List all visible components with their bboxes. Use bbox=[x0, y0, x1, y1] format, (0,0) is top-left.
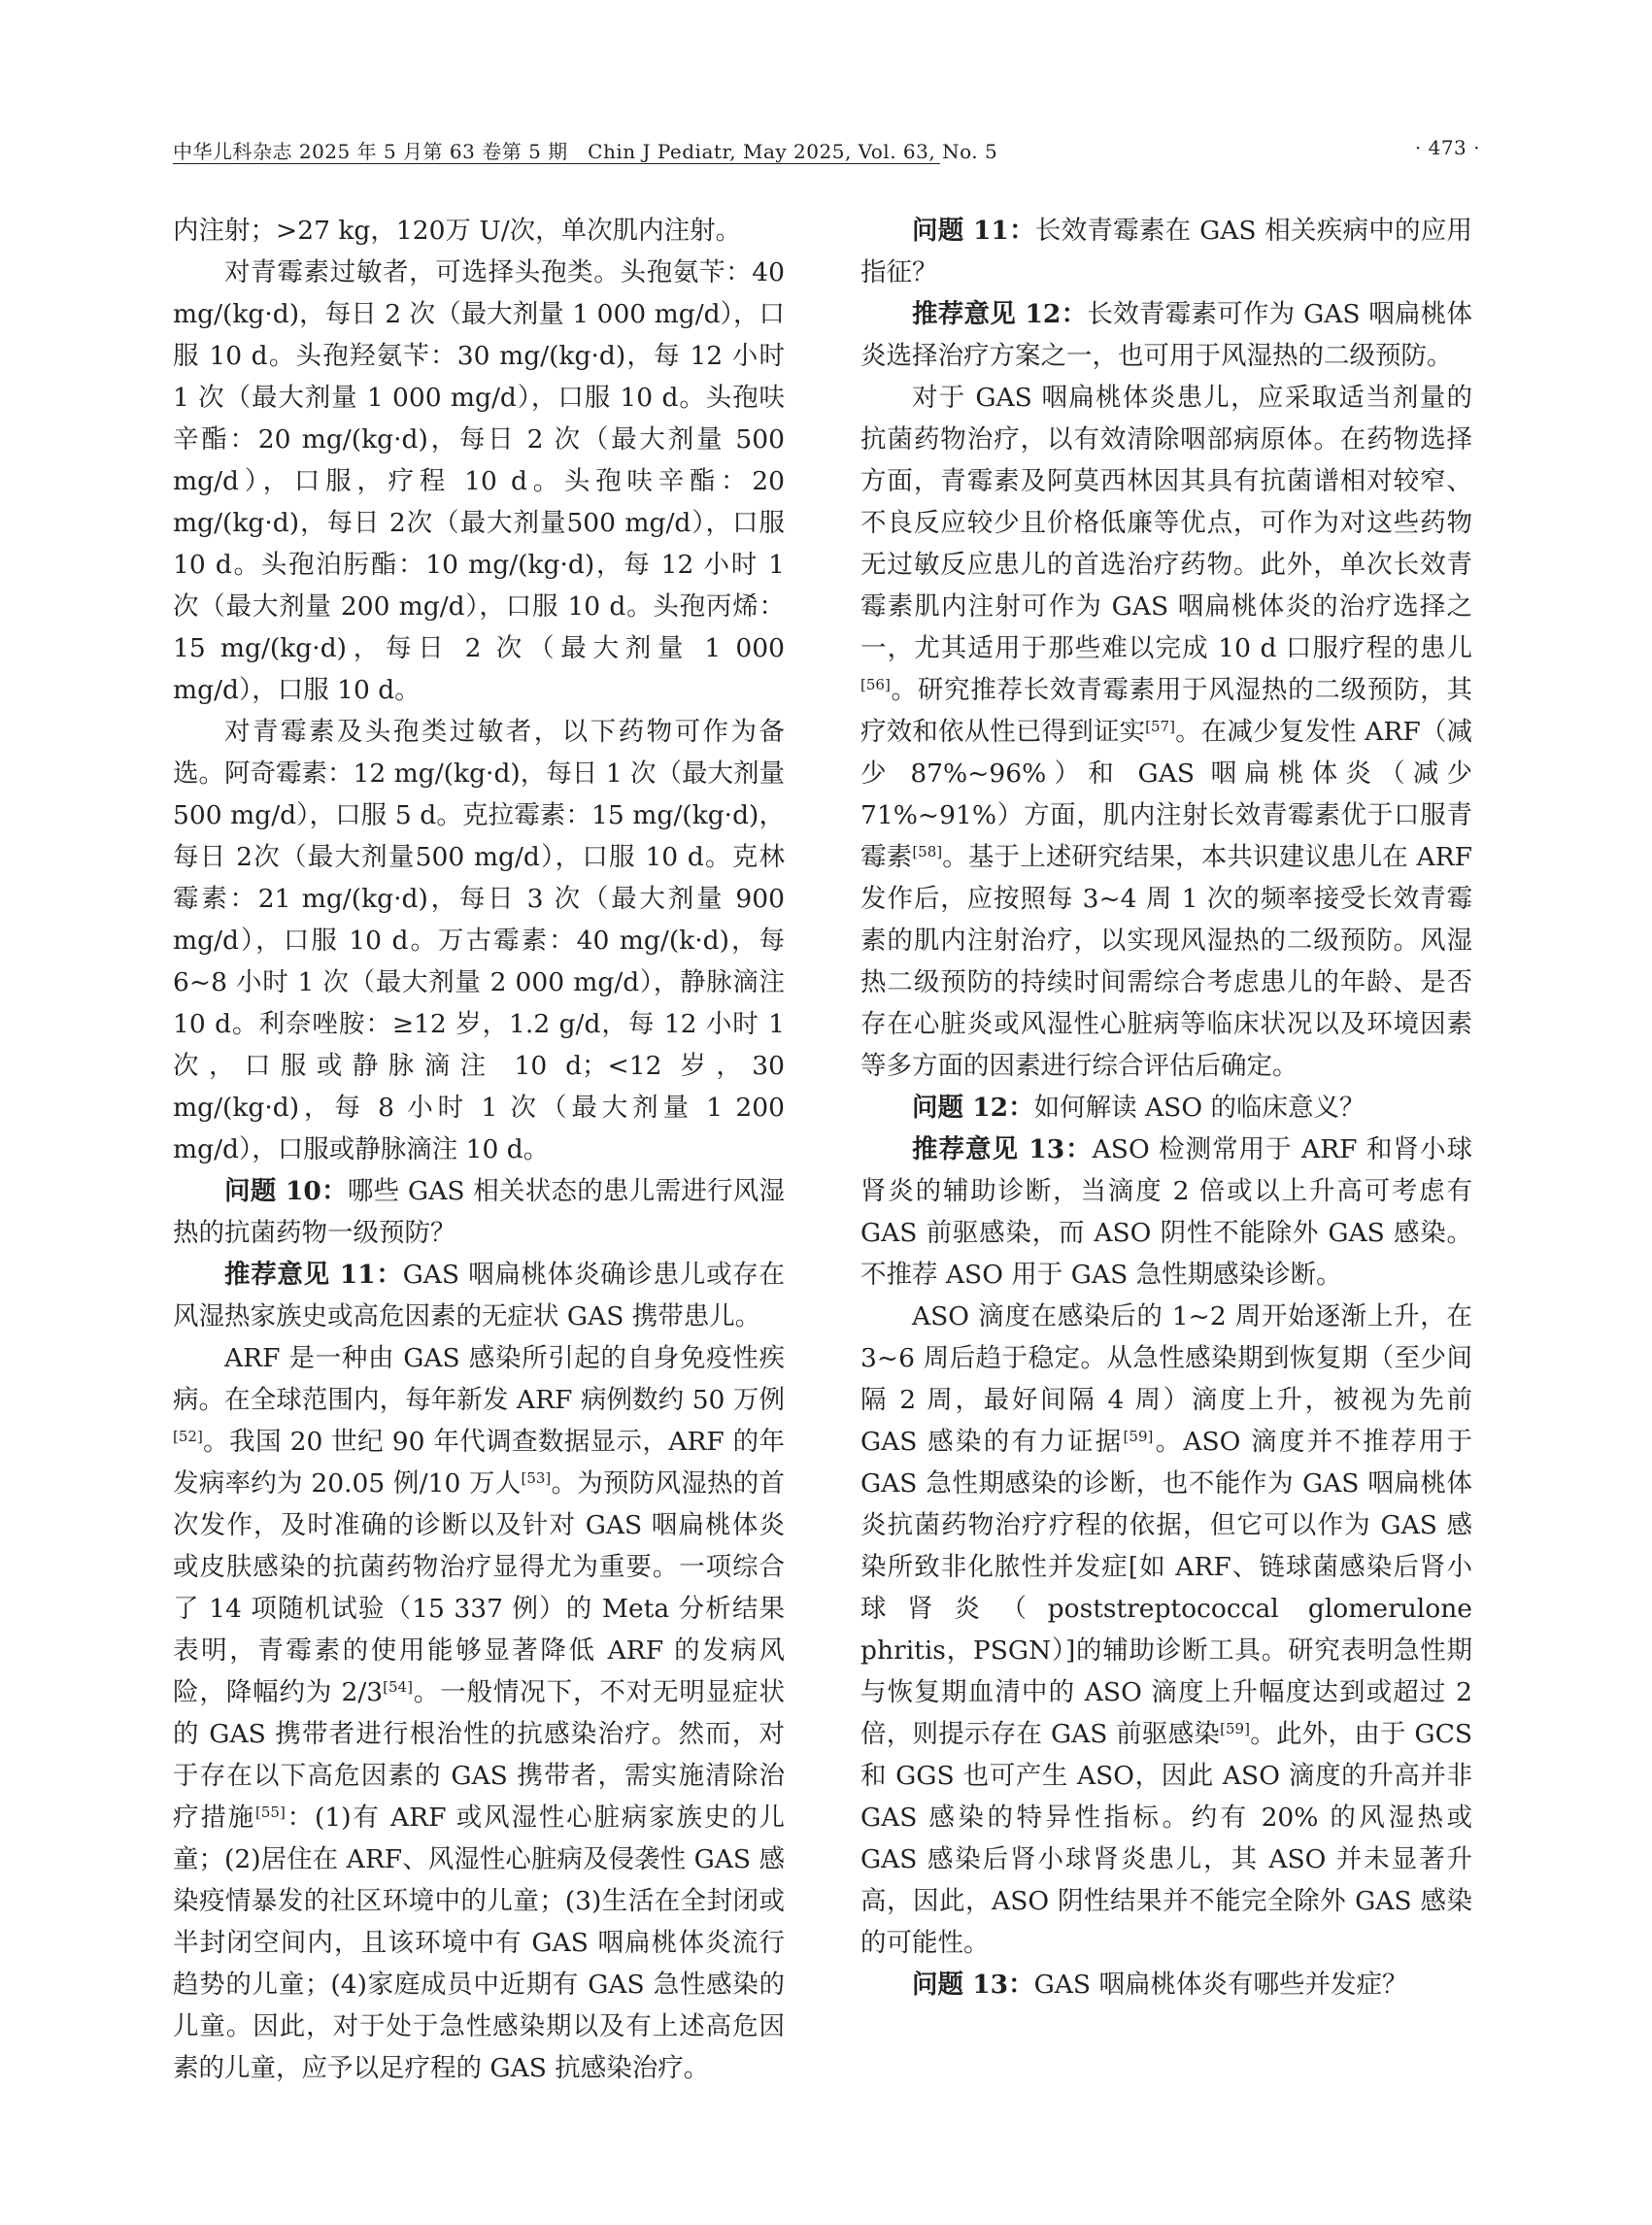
citation: [59] bbox=[1123, 1428, 1154, 1445]
citation: [57] bbox=[1145, 718, 1175, 735]
citation: [54] bbox=[383, 1678, 413, 1696]
recommendation-text: ASO 检测常用于 ARF 和肾小球肾炎的辅助诊断，当滴度 2 倍或以上升高可考虑有 GAS 前驱感染，而 ASO 阴性不能除外 GAS 感染。不推荐 ASO 用于 GAS 急性期感染诊断。 bbox=[860, 1134, 1472, 1290]
recommendation-label: 推荐意见 11： bbox=[224, 1260, 403, 1290]
text-run: 。基于上述研究结果，本共识建议患儿在 ARF 发作后，应按照每 3~4 周 1 次的频率接受长效青霉素的肌内注射治疗，以实现风湿热的二级预防。风湿热二级预防的持续时间需综合考虑患儿的年龄、是否存在心脏炎或风湿性心脏病等临床状况以及环境因素等多方面的因素进行综合评估后确定。 bbox=[860, 842, 1473, 1081]
paragraph bbox=[860, 377, 1472, 1087]
question-text: 长效青霉素在 GAS 相关疾病中的应用指征？ bbox=[860, 216, 1472, 287]
recommendation-text: 长效青霉素可作为 GAS 咽扁桃体炎选择治疗方案之一，也可用于风湿热的二级预防。 bbox=[860, 299, 1472, 371]
recommendation-text: GAS 咽扁桃体炎确诊患儿或存在风湿热家族史或高危因素的无症状 GAS 携带患儿。 bbox=[173, 1260, 785, 1332]
running-header bbox=[173, 132, 1480, 167]
question-12 bbox=[860, 1087, 1472, 1129]
recommendation-label: 推荐意见 13： bbox=[912, 1134, 1093, 1164]
header-rule bbox=[173, 163, 940, 164]
question-text: 哪些 GAS 相关状态的患儿需进行风湿热的抗菌药物一级预防？ bbox=[173, 1176, 785, 1248]
recommendation-12 bbox=[860, 293, 1472, 377]
citation: [56] bbox=[860, 676, 891, 693]
question-label: 问题 11： bbox=[912, 216, 1035, 246]
paragraph: 对青霉素及头孢类过敏者，以下药物可作为备选。阿奇霉素：12 mg/(kg·d)，每日 1 次（最大剂量 500 mg/d），口服 5 d。克拉霉素：15 mg/(kg·d)，每日 2次（最大剂量500 mg/d），口服 10 d。克林霉素：21 mg/(kg·d)，每日 3 次（最大剂量 900 mg/d），口服 10 d。万古霉素：40 mg/(k·d)，每 6~8 小时 1 次（最大剂量 2 000 mg/d），静脉滴注 10 d。利奈唑胺：≥12 岁，1.2 g/d，每 12 小时 1 次，口服或静脉滴注 10 d；<12 岁，30 mg/(kg·d)，每 8 小时 1 次（最大剂量 1 200 mg/d），口服或静脉滴注 10 d。 bbox=[173, 717, 785, 1164]
paragraph: 对青霉素过敏者，可选择头孢类。头孢氨苄：40 mg/(kg·d)，每日 2 次（最大剂量 1 000 mg/d），口服 10 d。头孢羟氨苄：30 mg/(kg·d)，每 12 小时 1 次（最大剂量 1 000 mg/d），口服 10 d。头孢呋辛酯：20 mg/(kg·d)，每日 2 次（最大剂量 500 mg/d），口服，疗程 10 d。头孢呋辛酯：20 mg/(kg·d)，每日 2次（最大剂量500 mg/d），口服 10 d。头孢泊肟酯：10 mg/(kg·d)，每 12 小时 1 次（最大剂量 200 mg/d），口服 10 d。头孢丙烯：15 mg/(kg·d)，每日 2 次（最大剂量 1 000 mg/d），口服 10 d。 bbox=[173, 257, 785, 705]
citation: [52] bbox=[173, 1428, 203, 1445]
text-run: 。我国 20 世纪 90 年代调查数据显示，ARF 的年发病率约为 20.05 例/10 万人 bbox=[173, 1427, 785, 1499]
recommendation-11 bbox=[173, 1254, 785, 1337]
text-run: 对于 GAS 咽扁桃体炎患儿，应采取适当剂量的抗菌药物治疗，以有效清除咽部病原体。在药物选择方面，青霉素及阿莫西林因其具有抗菌谱相对较窄、不良反应较少且价格低廉等优点，可作为对这些药物无过敏反应患儿的首选治疗药物。此外，单次长效青霉素肌内注射可作为 GAS 咽扁桃体炎的治疗选择之一，尤其适用于那些难以完成 10 d 口服疗程的患儿 bbox=[860, 383, 1472, 663]
right-column bbox=[860, 210, 1472, 2006]
text-run: 。在减少复发性 ARF（减少 87%~96%）和 GAS 咽扁桃体炎（减少 71%~91%）方面，肌内注射长效青霉素优于口服青霉素 bbox=[860, 717, 1473, 872]
text-run: ：(1)有 ARF 或风湿性心脏病家族史的儿童；(2)居住在 ARF、风湿性心脏病及侵袭性 GAS 感染疫情暴发的社区环境中的儿童；(3)生活在全封闭或半封闭空间内，且该环境中有 GAS 咽扁桃体炎流行趋势的儿童；(4)家庭成员中近期有 GAS 急性感染的儿童。因此，对于处于急性感染期以及有上述高危因素的儿童，应予以足疗程的 GAS 抗感染治疗。 bbox=[173, 1803, 785, 2083]
citation: [58] bbox=[912, 843, 943, 860]
citation: [59] bbox=[1220, 1720, 1250, 1737]
citation: [55] bbox=[255, 1804, 286, 1821]
text-run: 。此外，由于 GCS 和 GGS 也可产生 ASO，因此 ASO 滴度的升高并非 GAS 感染的特异性指标。约有 20% 的风湿热或 GAS 感染后肾小球肾炎患儿，其 ASO 并未显著升高，因此，ASO 阴性结果并不能完全除外 GAS 感染的可能性。 bbox=[860, 1719, 1473, 1958]
paragraph bbox=[860, 1296, 1472, 1964]
text-run: 。为预防风湿热的首次发作，及时准确的诊断以及针对 GAS 咽扁桃体炎或皮肤感染的抗菌药物治疗显得尤为重要。一项综合了 14 项随机试验（15 337 例）的 Meta 分析结果表明，青霉素的使用能够显著降低 ARF 的发病风险，降幅约为 2/3 bbox=[173, 1468, 785, 1707]
paragraph bbox=[173, 1337, 785, 2089]
question-label: 问题 10： bbox=[224, 1176, 348, 1206]
question-text: 如何解读 ASO 的临床意义？ bbox=[1033, 1093, 1365, 1123]
question-label: 问题 12： bbox=[912, 1093, 1034, 1123]
recommendation-label: 推荐意见 12： bbox=[912, 299, 1088, 329]
page-number: · 473 · bbox=[1414, 136, 1480, 159]
citation: [53] bbox=[521, 1469, 552, 1487]
question-label: 问题 13： bbox=[912, 1970, 1034, 2000]
journal-citation: 中华儿科杂志 2025 年 5 月第 63 卷第 5 期 Chin J Pediatr, May 2025, Vol. 63, No. 5 bbox=[173, 140, 998, 163]
question-13 bbox=[860, 1964, 1472, 2006]
text-run: 。ASO 滴度并不推荐用于 GAS 急性期感染的诊断，也不能作为 GAS 咽扁桃体炎抗菌药物治疗疗程的依据，但它可以作为 GAS 感染所致非化脓性并发症[如 ARF、链球菌感染后肾小球肾炎（poststreptococcal glomerulone phritis，PSGN）]的辅助诊断工具。研究表明急性期与恢复期血清中的 ASO 滴度上升幅度达到或超过 2 倍，则提示存在 GAS 前驱感染 bbox=[860, 1427, 1472, 1749]
text-run: 。研究推荐长效青霉素用于风湿热的二级预防，其疗效和依从性已得到证实 bbox=[860, 675, 1472, 747]
question-10 bbox=[173, 1170, 785, 1254]
paragraph: 内注射；>27 kg，120万 U/次，单次肌内注射。 bbox=[173, 216, 742, 246]
question-11 bbox=[860, 210, 1472, 293]
text-run: ASO 滴度在感染后的 1~2 周开始逐渐上升，在 3~6 周后趋于稳定。从急性感染期到恢复期（至少间隔 2 周，最好间隔 4 周）滴度上升，被视为先前 GAS 感染的有力证据 bbox=[860, 1301, 1472, 1457]
left-column bbox=[173, 210, 785, 2089]
text-run: ARF 是一种由 GAS 感染所引起的自身免疫性疾病。在全球范围内，每年新发 ARF 病例数约 50 万例 bbox=[173, 1343, 785, 1415]
text-run: 。一般情况下，不对无明显症状的 GAS 携带者进行根治性的抗感染治疗。然而，对于存在以下高危因素的 GAS 携带者，需实施清除治疗措施 bbox=[173, 1677, 786, 1833]
question-text: GAS 咽扁桃体炎有哪些并发症？ bbox=[1033, 1970, 1408, 2000]
recommendation-13 bbox=[860, 1129, 1472, 1296]
